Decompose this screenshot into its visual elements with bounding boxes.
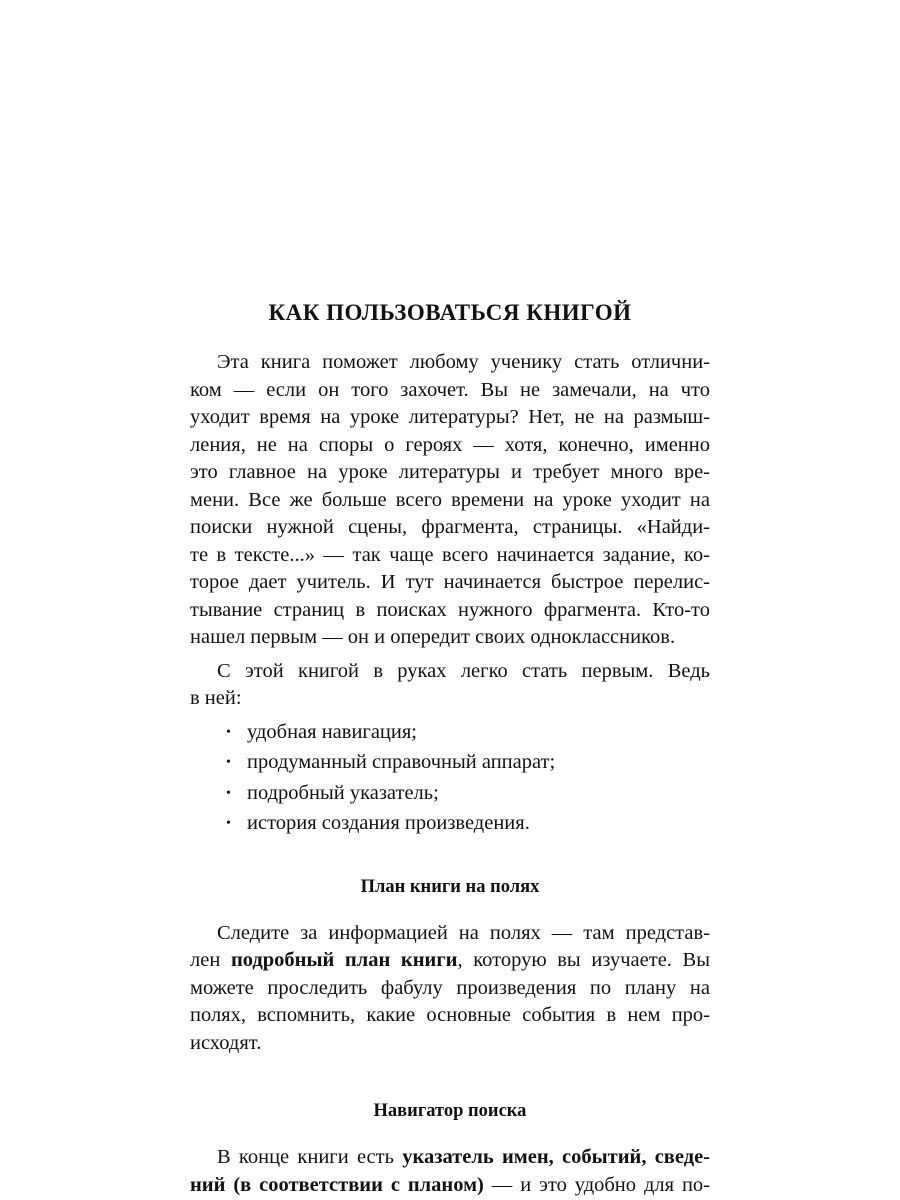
bullet-icon: • [226,816,231,831]
bold-phrase: ний (в соответствии с планом) [190,1173,484,1196]
paragraph-line: нашел первым — он и опередит своих одноклассников. [190,626,676,648]
paragraph-line: поиски нужной сцены, фрагмента, страницы. «Найди- [190,516,710,538]
list-item [190,749,710,777]
plan-paragraph [190,920,710,1058]
bullet-icon: • [226,724,231,740]
paragraph-line [190,947,710,975]
paragraph-text: — и это удобно для по- [483,1173,710,1196]
list-item [190,810,710,838]
paragraph-line: Эта книга поможет любому ученику стать отлични- [217,351,710,373]
paragraph-text: В конце книги есть [217,1146,403,1168]
list-item [190,780,710,808]
feature-list [190,719,710,838]
bold-phrase: указатель имен, событий, сведе- [402,1146,710,1168]
paragraph-text: лен [190,949,231,971]
paragraph-line: это главное на уроке литературы и требует много вре- [190,461,710,483]
paragraph-line: Следите за информацией на полях — там представ- [217,921,710,944]
paragraph-line: торое дает учитель. И тут начинается быстрое перелис- [190,571,710,593]
section-heading-navigator: Навигатор поиска [373,1101,527,1121]
list-item-text: удобная навигация; [247,720,417,743]
paragraph-line [190,1144,710,1172]
paragraph-line: те в тексте...» — так чаще всего начинается задание, ко- [190,543,710,566]
paragraph-line: уходит время на уроке литературы? Нет, не на размыш- [190,406,710,428]
bullet-icon: • [226,755,231,770]
page-content [190,298,710,1199]
paragraph-line: ления, не на споры о героях — хотя, конечно, именно [190,433,710,456]
paragraph-line: полях, вспомнить, какие основные события в нем про- [190,1004,710,1026]
page-title: КАК ПОЛЬЗОВАТЬСЯ КНИГОЙ [268,300,632,325]
intro-paragraph [190,349,710,652]
list-item [190,719,710,747]
paragraph-line: тывание страниц в поисках нужного фрагмента. Кто-то [190,598,710,621]
paragraph-line: мени. Все же больше всего времени на уроке уходит на [190,488,710,511]
list-item-text: история создания произведения. [247,812,530,834]
list-item-text: продуманный справочный аппарат; [247,751,556,773]
list-item-text: подробный указатель; [247,781,439,804]
bullet-icon: • [226,785,231,801]
paragraph-text: , которую вы изучаете. Вы [457,949,710,971]
paragraph-line: можете проследить фабулу произведения по плану на [190,976,710,999]
paragraph-line: исходят. [190,1031,262,1054]
second-paragraph [190,658,710,713]
paragraph-line: в ней: [190,687,242,709]
section-heading-plan: План книги на полях [360,876,540,897]
paragraph-line: С этой книгой в руках легко стать первым. Ведь [217,659,710,682]
bold-phrase: подробный план книги [230,949,458,971]
paragraph-line: ком — если он того захочет. Вы не замечали, на что [190,378,710,401]
navigator-paragraph [190,1144,710,1199]
paragraph-line [190,1172,710,1200]
